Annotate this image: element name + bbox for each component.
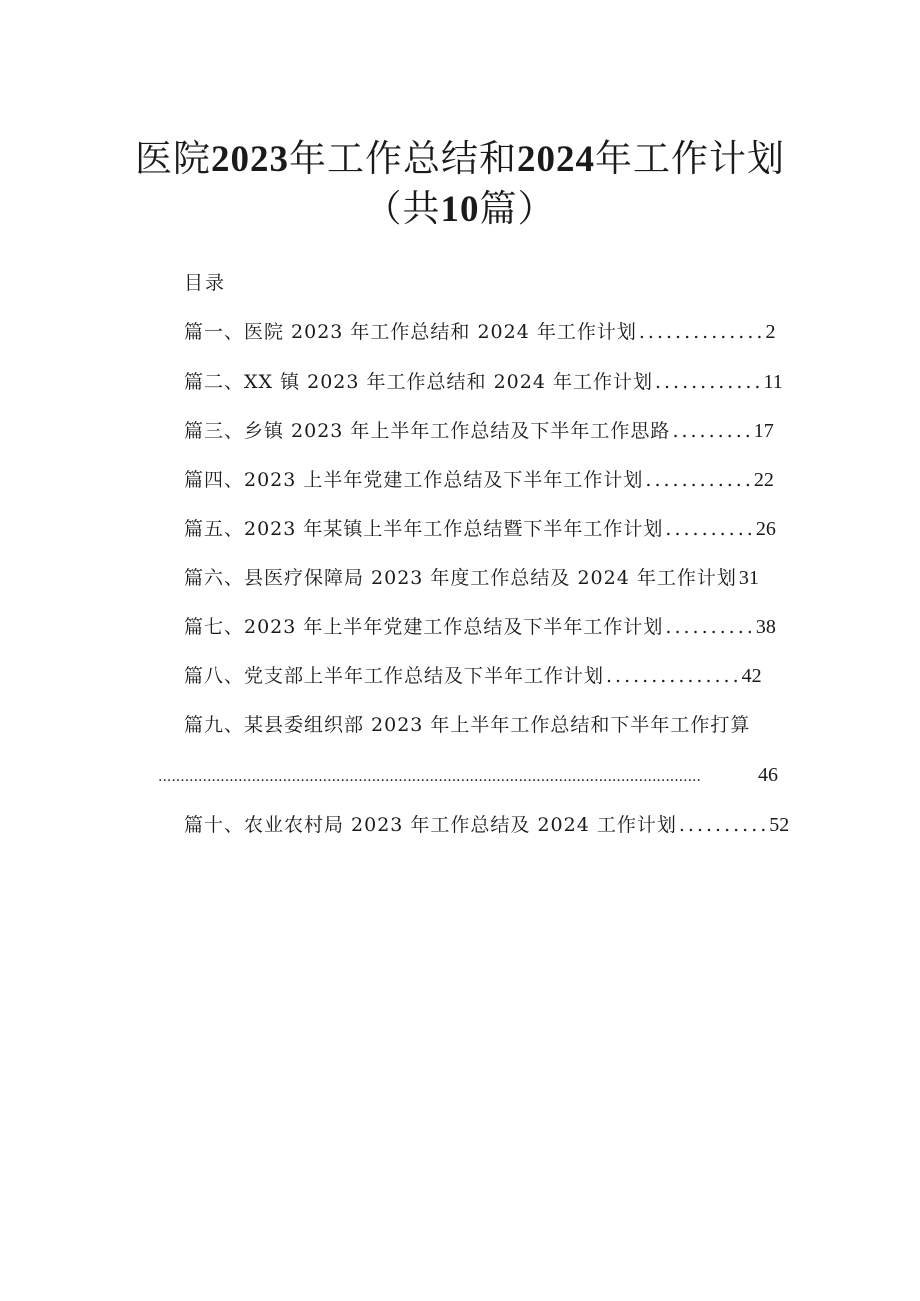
document-title-line1 (0, 136, 920, 183)
title-count-suffix: 篇） (479, 187, 556, 230)
toc-item-page: 52 (769, 814, 790, 836)
toc-item-leader: .......... (665, 518, 756, 540)
toc-item-page: 42 (741, 665, 762, 687)
toc-item-leader: .......... (678, 814, 770, 836)
title-count-prefix: （共 (364, 187, 441, 230)
toc-item-page: 46 (758, 764, 778, 786)
toc-item-leader: .............. (638, 321, 766, 343)
title-count: 10 (440, 189, 480, 230)
toc-item-9[interactable] (184, 711, 752, 739)
document-title-line2 (0, 186, 920, 233)
toc-item-label: 篇八、党支部上半年工作总结及下半年工作计划 (184, 665, 605, 687)
toc-item-page: 11 (763, 371, 783, 393)
toc-item-label: 篇六、县医疗保障局 2023 年度工作总结及 2024 年工作计划 (184, 567, 737, 589)
toc-item-page: 26 (755, 518, 776, 540)
title-year-2024: 2024 (517, 139, 595, 180)
toc-item-2[interactable] (184, 368, 783, 396)
toc-item-leader: ............ (654, 371, 764, 393)
toc-item-label: 篇九、某县委组织部 2023 年上半年工作总结和下半年工作打算 (184, 714, 751, 736)
toc-item-leader: .......................................................................................................................... (158, 769, 701, 785)
toc-item-label: 篇十、农业农村局 2023 年工作总结及 2024 工作计划 (184, 814, 677, 836)
toc-item-leader: ............... (606, 665, 742, 687)
toc-item-label: 篇四、2023 上半年党建工作总结及下半年工作计划 (184, 469, 644, 491)
toc-item-6[interactable] (184, 564, 759, 592)
toc-item-5[interactable] (184, 515, 776, 543)
toc-item-label: 篇三、乡镇 2023 年上半年工作总结及下半年工作思路 (184, 420, 671, 442)
toc-item-leader: ............ (645, 469, 754, 491)
toc-item-label: 篇二、XX 镇 2023 年工作总结和 2024 年工作计划 (184, 371, 653, 393)
toc-item-7[interactable] (184, 613, 776, 641)
toc-item-leader: .......... (665, 616, 756, 638)
title-text-c: 年工作计划 (595, 137, 785, 180)
toc-item-label: 篇一、医院 2023 年工作总结和 2024 年工作计划 (184, 321, 637, 343)
toc-item-page: 38 (755, 616, 776, 638)
toc-heading: 目录 (184, 272, 227, 294)
toc-item-1[interactable] (184, 318, 775, 346)
toc-item-page: 2 (765, 321, 776, 343)
toc-item-page: 17 (753, 420, 774, 442)
toc-item-page: 22 (753, 469, 774, 491)
toc-item-10[interactable] (184, 811, 789, 839)
toc-item-leader: ......... (672, 420, 754, 442)
toc-item-label: 篇五、2023 年某镇上半年工作总结暨下半年工作计划 (184, 518, 664, 540)
toc-item-page: 31 (738, 567, 759, 589)
title-text-a: 医院 (135, 137, 211, 180)
toc-item-3[interactable] (184, 417, 774, 445)
toc-item-9-continuation[interactable] (158, 761, 778, 789)
title-text-b: 年工作总结和 (289, 137, 517, 180)
toc-item-label: 篇七、2023 年上半年党建工作总结及下半年工作计划 (184, 616, 664, 638)
toc-item-4[interactable] (184, 466, 774, 494)
title-year-2023: 2023 (211, 139, 289, 180)
toc-item-8[interactable] (184, 662, 762, 690)
